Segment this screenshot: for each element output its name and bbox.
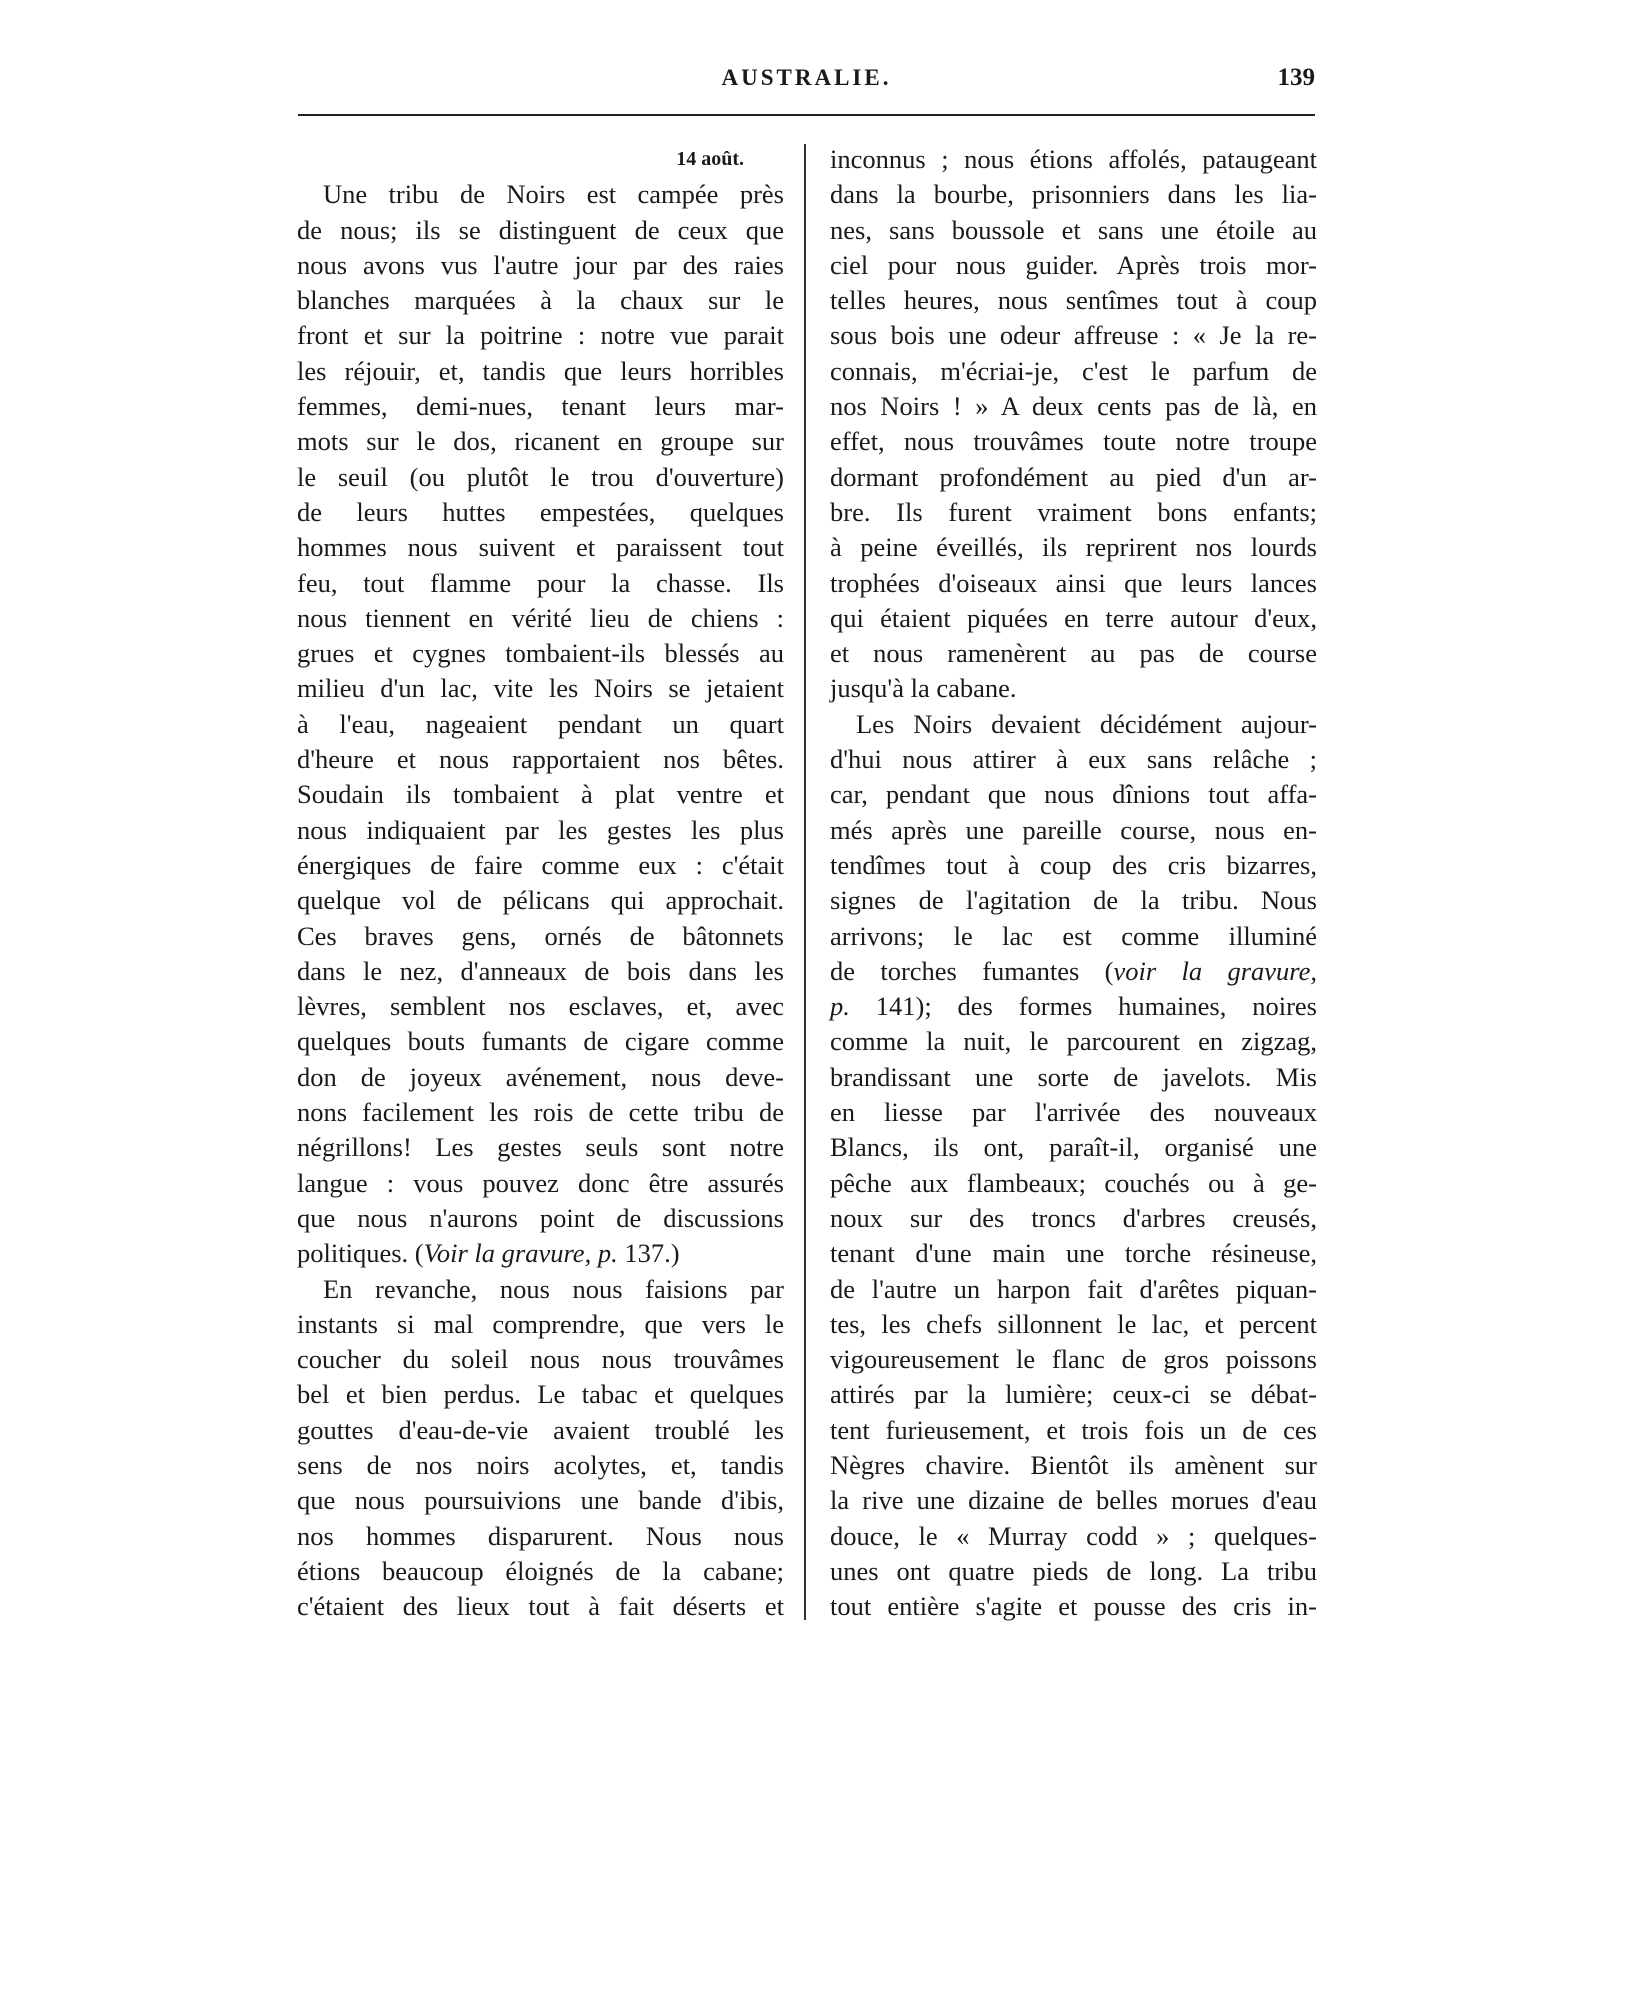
text-line: lèvres, semblent nos esclaves, et, avec [297, 991, 784, 1022]
text-line: quelque vol de pélicans qui approchait. [297, 885, 784, 916]
text-line: hommes nous suivent et paraissent tout [297, 532, 784, 563]
text-line: dans le nez, d'anneaux de bois dans les [297, 955, 784, 986]
left-column [297, 142, 784, 1624]
text-line: tendîmes tout à coup des cris bizarres, [830, 849, 1317, 880]
text-line: coucher du soleil nous nous trouvâmes [297, 1344, 784, 1375]
text-line: la rive une dizaine de belles morues d'eau [830, 1485, 1317, 1516]
figure-reference: p. [830, 991, 850, 1022]
text-line: ciel pour nous guider. Après trois mor- [830, 249, 1317, 280]
text-line: à l'eau, nageaient pendant un quart [297, 708, 784, 739]
text-line: bel et bien perdus. Le tabac et quelques [297, 1379, 784, 1410]
running-title: AUSTRALIE. [721, 65, 892, 90]
text-line: comme la nuit, le parcourent en zigzag, [830, 1026, 1317, 1057]
text-fragment: ); des formes humaines, noires [915, 991, 1317, 1022]
text-line: trophées d'oiseaux ainsi que leurs lances [830, 567, 1317, 598]
text-line: qui étaient piquées en terre autour d'eux, [830, 602, 1317, 633]
text-line: feu, tout flamme pour la chasse. Ils [297, 567, 784, 598]
text-line: c'étaient des lieux tout à fait déserts et [297, 1591, 784, 1622]
text-line-with-figure-reference [830, 989, 1317, 1024]
text-line: mots sur le dos, ricanent en groupe sur [297, 426, 784, 457]
text-line: bre. Ils furent vraiment bons enfants; [830, 496, 1317, 527]
text-line: instants si mal comprendre, que vers le [297, 1308, 784, 1339]
column-divider [804, 144, 806, 1620]
text-line: pêche aux flambeaux; couchés ou à ge- [830, 1167, 1317, 1198]
text-line: d'heure et nous rapportaient nos bêtes. [297, 744, 784, 775]
text-line: vigoureusement le flanc de gros poissons [830, 1344, 1317, 1375]
figure-page: 141 [849, 991, 916, 1022]
text-line: tout entière s'agite et pousse des cris in- [830, 1591, 1317, 1622]
text-line-with-figure-reference [297, 1236, 784, 1271]
text-line: dans la bourbe, prisonniers dans les lia- [830, 179, 1317, 210]
figure-reference: voir la gravure, [1113, 955, 1318, 986]
text-line: milieu d'un lac, vite les Noirs se jetaient [297, 673, 784, 704]
text-line: gouttes d'eau-de-vie avaient troublé les [297, 1414, 784, 1445]
text-line: nos Noirs ! » A deux cents pas de là, en [830, 391, 1317, 422]
text-line: femmes, demi-nues, tenant leurs mar- [297, 391, 784, 422]
text-line: nous avons vus l'autre jour par des raies [297, 249, 784, 280]
text-line: arrivons; le lac est comme illuminé [830, 920, 1317, 951]
text-line: inconnus ; nous étions affolés, pataugeant [830, 144, 1317, 174]
text-line: tent furieusement, et trois fois un de ces [830, 1414, 1317, 1445]
text-line: don de joyeux avénement, nous deve- [297, 1061, 784, 1092]
text-line: car, pendant que nous dînions tout affa- [830, 779, 1317, 810]
text-line: effet, nous trouvâmes toute notre troupe [830, 426, 1317, 457]
text-line: que nous n'aurons point de discussions [297, 1202, 784, 1233]
page-number: 139 [1277, 64, 1315, 91]
right-column [830, 142, 1317, 1624]
text-line: quelques bouts fumants de cigare comme [297, 1026, 784, 1057]
running-head [298, 62, 1315, 94]
text-line: nes, sans boussole et sans une étoile au [830, 214, 1317, 245]
text-line: le seuil (ou plutôt le trou d'ouverture) [297, 461, 784, 492]
text-line: que nous poursuivions une bande d'ibis, [297, 1485, 784, 1516]
text-line: attirés par la lumière; ceux-ci se débat- [830, 1379, 1317, 1410]
text-line: brandissant une sorte de javelots. Mis [830, 1061, 1317, 1092]
text-line: Les Noirs devaient décidément aujour- [856, 708, 1317, 739]
text-line: nons facilement les rois de cette tribu de [297, 1097, 784, 1128]
text-line: dormant profondément au pied d'un ar- [830, 461, 1317, 492]
text-line: més après une pareille course, nous en- [830, 814, 1317, 845]
text-line: de nous; ils se distinguent de ceux que [297, 214, 784, 245]
figure-page: 137.) [617, 1238, 680, 1269]
text-line: nous tiennent en vérité lieu de chiens : [297, 602, 784, 633]
text-line: et nous ramenèrent au pas de course [830, 638, 1317, 669]
text-line: telles heures, nous sentîmes tout à coup [830, 285, 1317, 316]
text-line: signes de l'agitation de la tribu. Nous [830, 885, 1317, 916]
text-line-with-figure-reference [830, 954, 1317, 989]
text-line: de leurs huttes empestées, quelques [297, 496, 784, 527]
date-heading: 14 août. [676, 148, 744, 170]
text-line: grues et cygnes tombaient-ils blessés au [297, 638, 784, 669]
text-line: tenant d'une main une torche résineuse, [830, 1238, 1317, 1269]
text-line: front et sur la poitrine : notre vue parait [297, 320, 784, 351]
text-line: nos hommes disparurent. Nous nous [297, 1520, 784, 1551]
text-line: blanches marquées à la chaux sur le [297, 285, 784, 316]
text-line: Nègres chavire. Bientôt ils amènent sur [830, 1449, 1317, 1480]
text-line: sous bois une odeur affreuse : « Je la re- [830, 320, 1317, 351]
text-line: En revanche, nous nous faisions par [323, 1273, 784, 1304]
text-line: énergiques de faire comme eux : c'était [297, 849, 784, 880]
text-line: étions beaucoup éloignés de la cabane; [297, 1555, 784, 1586]
text-line: Soudain ils tombaient à plat ventre et [297, 779, 784, 810]
text-line: en liesse par l'arrivée des nouveaux [830, 1097, 1317, 1128]
text-line: nous indiquaient par les gestes les plus [297, 814, 784, 845]
text-line: douce, le « Murray codd » ; quelques- [830, 1520, 1317, 1551]
text-line: à peine éveillés, ils reprirent nos lourds [830, 532, 1317, 563]
text-line: langue : vous pouvez donc être assurés [297, 1167, 784, 1198]
text-line: Une tribu de Noirs est campée près [323, 179, 784, 210]
text-line: Blancs, ils ont, paraît-il, organisé une [830, 1132, 1317, 1163]
text-line: de l'autre un harpon fait d'arêtes piquan- [830, 1273, 1317, 1304]
text-fragment: politiques. ( [297, 1238, 424, 1269]
text-line: les réjouir, et, tandis que leurs horribles [297, 355, 784, 386]
text-line: sens de nos noirs acolytes, et, tandis [297, 1449, 784, 1480]
text-line: noux sur des troncs d'arbres creusés, [830, 1202, 1317, 1233]
text-line: négrillons! Les gestes seuls sont notre [297, 1132, 784, 1163]
text-line: tes, les chefs sillonnent le lac, et percent [830, 1308, 1317, 1339]
text-line: connais, m'écriai-je, c'est le parfum de [830, 355, 1317, 386]
text-line: unes ont quatre pieds de long. La tribu [830, 1555, 1317, 1586]
text-line: jusqu'à la cabane. [830, 673, 1017, 704]
text-fragment: de torches fumantes ( [830, 955, 1114, 986]
header-rule [298, 114, 1315, 116]
figure-reference: Voir la gravure, p. [423, 1238, 618, 1269]
text-line: Ces braves gens, ornés de bâtonnets [297, 920, 784, 951]
text-line: d'hui nous attirer à eux sans relâche ; [830, 744, 1317, 775]
